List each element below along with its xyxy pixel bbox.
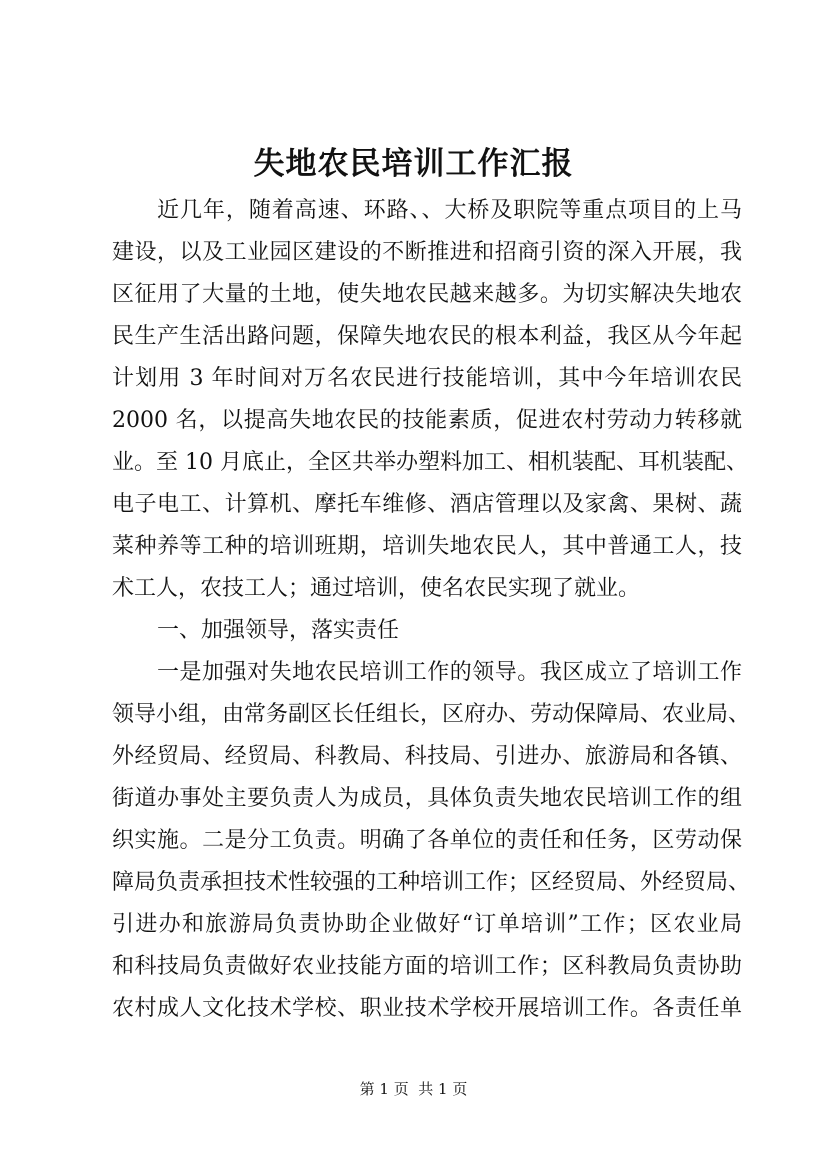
paragraph-line: 领导小组，由常务副区长任组长，区府办、劳动保障局、农业局、 <box>112 702 751 727</box>
paragraph-line: 术工人，农技工人；通过培训，使名农民实现了就业。 <box>112 576 641 601</box>
paragraph-line: 农村成人文化技术学校、职业技术学校开展培训工作。各责任单 <box>112 996 742 1021</box>
paragraph-line: 业。至 10 月底止，全区共举办塑料加工、相机装配、耳机装配、 <box>112 450 748 475</box>
paragraph-line: 电子电工、计算机、摩托车维修、酒店管理以及家禽、果树、蔬 <box>112 492 742 517</box>
paragraph-line: 和科技局负责做好农业技能方面的培训工作；区科教局负责协助 <box>112 954 742 979</box>
paragraph-line: 近几年，随着高速、环路、、大桥及职院等重点项目的上马 <box>157 198 742 223</box>
paragraph-line: 障局负责承担技术性较强的工种培训工作；区经贸局、外经贸局、 <box>112 870 751 895</box>
document-title: 失地农民培训工作汇报 <box>253 146 574 182</box>
paragraph-line: 民生产生活出路问题，保障失地农民的根本利益，我区从今年起 <box>112 324 742 349</box>
paragraph-line: 2000 名，以提高失地农民的技能素质，促进农村劳动力转移就 <box>112 408 742 433</box>
paragraph-line: 区征用了大量的土地，使失地农民越来越多。为切实解决失地农 <box>112 282 742 307</box>
section-heading: 一、加强领导，落实责任 <box>157 618 400 643</box>
paragraph-line: 引进办和旅游局负责协助企业做好“订单培训”工作；区农业局 <box>112 912 742 937</box>
paragraph-line: 外经贸局、经贸局、科教局、科技局、引进办、旅游局和各镇、 <box>112 744 742 769</box>
page-footer: 第 1 页 共 1 页 <box>359 1080 468 1098</box>
paragraph-line: 菜种养等工种的培训班期，培训失地农民人，其中普通工人，技 <box>112 534 742 559</box>
paragraph-line: 街道办事处主要负责人为成员，具体负责失地农民培训工作的组 <box>112 786 742 811</box>
paragraph-line: 建设，以及工业园区建设的不断推进和招商引资的深入开展，我 <box>112 240 742 265</box>
paragraph-line: 计划用 3 年时间对万名农民进行技能培训，其中今年培训农民 <box>112 366 742 391</box>
paragraph-line: 织实施。二是分工负责。明确了各单位的责任和任务，区劳动保 <box>112 828 742 853</box>
paragraph-line: 一是加强对失地农民培训工作的领导。我区成立了培训工作 <box>157 660 742 685</box>
